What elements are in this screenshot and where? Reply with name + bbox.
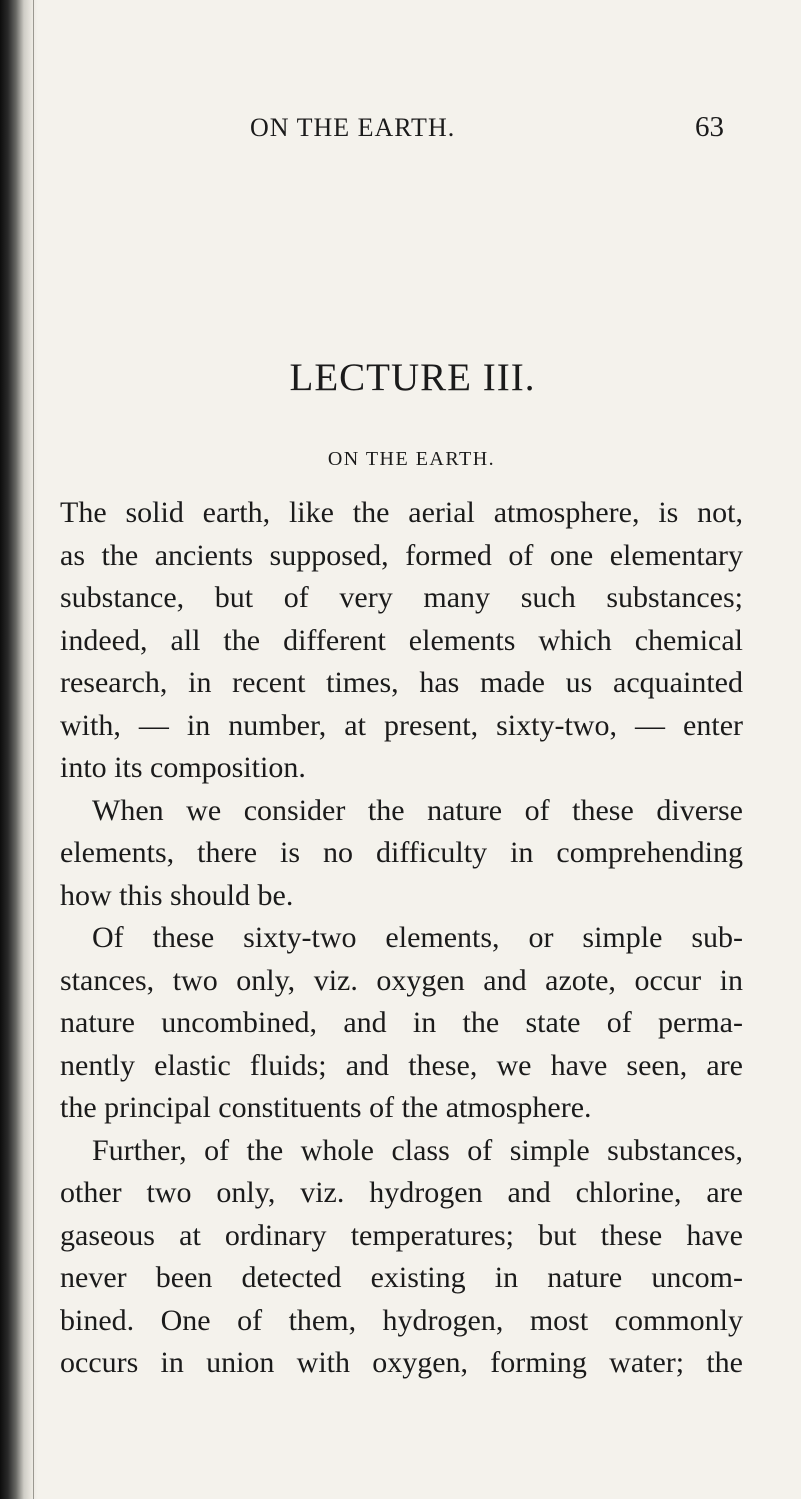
text-line: into its composition. [60, 751, 306, 784]
text-line: research, in recent times, has made us acquainted [60, 666, 743, 699]
text-line: bined. One of them, hydrogen, most commonly [60, 1303, 743, 1337]
text-line: The solid earth, like the aerial atmosphere, is not, [60, 496, 743, 529]
text-line: other two only, viz. hydrogen and chlorine, are [60, 1176, 743, 1209]
text-line: as the ancients supposed, formed of one elementary [60, 538, 743, 572]
chapter-subtitle: ON THE EARTH. [327, 448, 496, 470]
page-number: 63 [695, 111, 724, 143]
running-title: ON THE EARTH. [250, 113, 456, 142]
text-line: Further, of the whole class of simple substances, [92, 1133, 743, 1167]
text-line: substance, but of very many such substances; [60, 581, 743, 614]
text-line: never been detected existing in nature uncom- [60, 1261, 743, 1294]
text-line: gaseous at ordinary temperatures; but these have [60, 1218, 743, 1252]
text-line: how this should be. [60, 878, 294, 912]
text-line: indeed, all the different elements which chemical [60, 623, 743, 657]
text-line: stances, two only, viz. oxygen and azote, occur in [60, 963, 743, 997]
page-edge-line [33, 0, 34, 1499]
text-line: occurs in union with oxygen, forming water; the [60, 1346, 743, 1379]
body-text [60, 492, 743, 1385]
text-line: When we consider the nature of these diverse [92, 793, 743, 827]
text-line: Of these sixty-two elements, or simple sub- [92, 921, 743, 954]
running-header [0, 113, 801, 153]
text-line: elements, there is no difficulty in comprehending [60, 836, 743, 869]
text-line: the principal constituents of the atmosphere. [60, 1091, 592, 1124]
text-line: nently elastic fluids; and these, we have seen, are [60, 1048, 743, 1082]
text-line: nature uncombined, and in the state of perma- [60, 1006, 743, 1039]
chapter-title: LECTURE III. [289, 356, 536, 399]
text-line: with, — in number, at present, sixty-two, — enter [60, 708, 743, 742]
